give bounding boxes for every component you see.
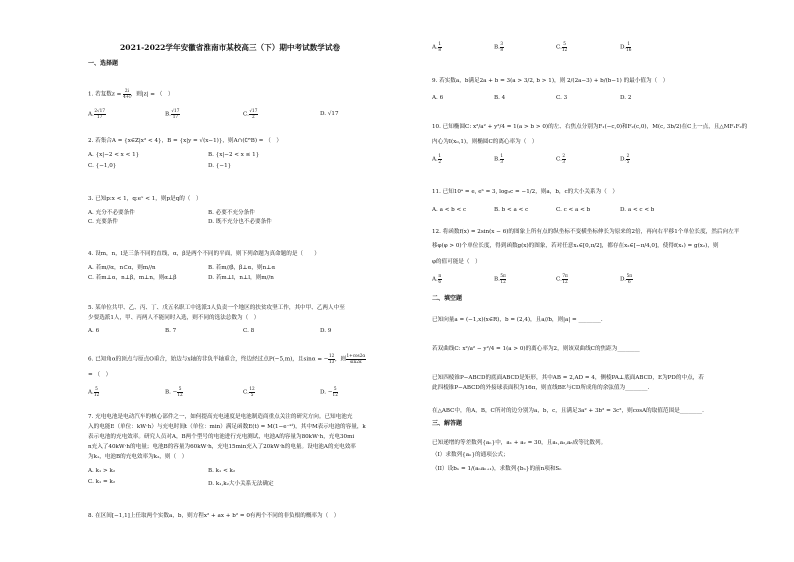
option-10c: C. $\frac{2}{3}$ bbox=[556, 153, 566, 164]
left-column bbox=[88, 0, 394, 562]
option-2b: B. {x|−2 < x ≤ 1} bbox=[208, 152, 260, 158]
question-16: 在△ABC中，角A，B，C所对的边分别为a，b，c，且满足3a² + 3b² = 3c²，则cosA的取值范围是________. bbox=[432, 408, 704, 414]
question-12-line-1: 12. 将函数f(x) = 2sin(x − 6)的图象上所有点的纵坐标不变横坐标伸长为原来的2倍，再向右平移1个单位长度，然后向左平 bbox=[432, 229, 740, 235]
option-1d: D. √17 bbox=[320, 111, 339, 117]
option-10b: B. $\frac{1}{3}$ bbox=[494, 153, 504, 164]
option-11b: B. b < a < c bbox=[494, 207, 529, 213]
question-12-line-3: φ的值可能是（ ） bbox=[432, 259, 481, 265]
section-answer: 三、解答题 bbox=[432, 420, 463, 427]
option-6a: A. $\frac{5}{12}$ bbox=[88, 386, 100, 397]
option-1b: B. $\frac{√17}{17}$ bbox=[165, 108, 180, 119]
option-10d: D. $\frac{2}{5}$ bbox=[620, 153, 630, 164]
question-10-line-2: 内心为I(x₀,1)，则椭圆C的离心率为（ ） bbox=[432, 139, 538, 145]
option-11d: D. a < c < b bbox=[620, 207, 655, 213]
option-11a: A. a < b < c bbox=[432, 207, 467, 213]
option-5b: B. 7 bbox=[165, 328, 177, 334]
option-4b: B. 若m//β，β⊥α，则n⊥α bbox=[208, 265, 276, 271]
option-1c: C. $\frac{√17}{2}$ bbox=[243, 108, 258, 119]
question-4: 4. 设m，n，l是三条不同的直线，α，β是两个不同的平面，则下列命题为真命题的是（ ） bbox=[88, 251, 320, 257]
option-7d: D. k₁,k₂大小关系无法确定 bbox=[208, 481, 274, 487]
option-12c: C. $\frac{7\pi}{12}$ bbox=[556, 273, 568, 284]
option-3c: C. 充要条件 bbox=[88, 219, 119, 225]
question-11: 11. 已知10ᵃ = e, eᵇ = 3, log₃c = −1/2，则a，b，c的大小关系为（ ） bbox=[432, 189, 618, 195]
question-6-tail: = （ ） bbox=[88, 372, 112, 378]
option-4c: C. 若m⊥α，n⊥β，m⊥n，则α⊥β bbox=[88, 275, 177, 281]
question-1: 1. 若复数z = $\frac{2i}{4+i}$ ，则|z| = （ ） bbox=[88, 88, 174, 99]
option-8b: B. $\frac{3}{8}$ bbox=[494, 41, 504, 52]
option-7c: C. k₁ = k₂ bbox=[88, 479, 116, 485]
question-2: 2. 若集合A = {x∈Z|x² < 4}，B = {x|y = √(x−1)}，则A∩(∁ᴿB) = （ ） bbox=[88, 138, 283, 144]
section-choice: 一、选择题 bbox=[88, 60, 119, 67]
question-3: 3. 已知p:x < 1，q:eˣ < 1，则p是q的（ ） bbox=[88, 196, 202, 202]
option-2d: D. {−1} bbox=[208, 163, 232, 169]
section-fill: 二、填空题 bbox=[432, 295, 463, 302]
question-7-line-4: n充入了40kW·h的电量；电池B的容量为60kW·h，充电15min充入了20kW·h的电量。设电池A的充电效率 bbox=[88, 444, 356, 450]
question-15-line-1: 已知四棱锥P−ABCD的底面ABCD是矩形，其中AB = 2,AD = 4，侧棱PA⊥底面ABCD，E为PD的中点，若 bbox=[432, 375, 704, 381]
option-12a: A. $\frac{\pi}{6}$ bbox=[432, 273, 442, 284]
option-7b: B. k₁ < k₂ bbox=[208, 468, 236, 474]
question-15-line-2: 此四棱锥P−ABCD的外接球表面积为16π，则直线BE与CD所成角的余弦值为________. bbox=[432, 385, 650, 391]
question-6: 6. 已知角α的顶点与原点O重合，始边与x轴的非负半轴重合，终边经过点P(−5,m)，且sinα = − $\frac{12}{13}$ ，则 $\frac{1+\cos 2\alpha}{\sin 2\alpha}$ bbox=[88, 353, 366, 364]
option-9c: C. 3 bbox=[556, 95, 568, 101]
question-13: 已知向量a = (−1,x)(x∈R)，b = (2,4)，且a//b，则|a| = ________. bbox=[432, 317, 603, 323]
question-10-line-1: 10. 已知椭圆C: x²/a² + y²/4 = 1(a > b > 0)的左、右焦点分别为F₁(−c,0)和F₂(c,0)，M(c, 3b/2)在C上一点，且△MF₁F₂的 bbox=[432, 124, 748, 130]
option-9d: D. 2 bbox=[620, 95, 632, 101]
option-3d: D. 既不充分也不必要条件 bbox=[208, 219, 272, 225]
option-6d: D. − $\frac{5}{12}$ bbox=[320, 386, 338, 397]
option-8a: A. $\frac{1}{8}$ bbox=[432, 41, 441, 52]
option-8c: C. $\frac{5}{12}$ bbox=[556, 41, 568, 52]
option-7a: A. k₁ > k₂ bbox=[88, 468, 116, 474]
question-17-line-2: （I）求数列{aₙ}的通项公式； bbox=[432, 452, 509, 458]
question-5-line-2: 少要选派1人，甲、丙两人不能同时入选，则不同的选法总数为（ ） bbox=[88, 315, 260, 321]
option-6b: B. − $\frac{5}{12}$ bbox=[165, 386, 183, 397]
option-3a: A. 充分不必要条件 bbox=[88, 210, 135, 216]
option-2c: C. {−1,0} bbox=[88, 163, 117, 169]
question-7-line-1: 7. 充电电池是电动汽车的核心部件之一，如何提高充电速度是电池制造商重点关注的研究方向。已知电池充 bbox=[88, 414, 353, 420]
option-5c: C. 8 bbox=[243, 328, 255, 334]
question-5-line-1: 5. 某单位共甲、乙、丙、丁、戊五名职工中选派3人负责一个地区的扶贫攻坚工作，其中甲、乙两人中至 bbox=[88, 305, 345, 311]
option-9a: A. 6 bbox=[432, 95, 444, 101]
option-8d: D. $\frac{1}{16}$ bbox=[620, 41, 632, 52]
question-9: 9. 若实数a，b满足2a + b = 3(a > 3/2, b > 1)，则 2/(2a−3) + b/(b−1) 的最小值为（ ） bbox=[432, 78, 669, 84]
option-12b: B. $\frac{5\pi}{12}$ bbox=[494, 273, 506, 284]
question-7-line-2: 入的电能E（单位：kW·h）与充电时间t（单位：min）满足函数E(t) = M(1−e⁻ᵏᵗ)，其中M表示电池的容量，k bbox=[88, 424, 366, 430]
option-12d: D. $\frac{5\pi}{6}$ bbox=[620, 273, 632, 284]
question-12-line-2: 移φ(φ > 0)个单位长度，得到函数g(x)的图象，若对任意x₁∈[0,π/2]，都存在x₂∈[−π/4,0]，使得f(x₁) = g(x₂)，则 bbox=[432, 243, 719, 249]
right-column bbox=[432, 0, 760, 562]
option-1a: A. $\frac{2√17}{17}$ bbox=[88, 108, 105, 119]
question-7-line-3: 表示电池的充电效率。研究人员对A，B两个型号的电池进行充电测试，电池A的容量为80kW·h，充电30mi bbox=[88, 434, 355, 440]
option-2a: A. {x|−2 < x < 1} bbox=[88, 152, 140, 158]
option-5d: D. 9 bbox=[320, 328, 332, 334]
option-3b: B. 必要不充分条件 bbox=[208, 210, 255, 216]
option-5a: A. 6 bbox=[88, 328, 100, 334]
option-6c: C. $\frac{12}{5}$ bbox=[243, 386, 255, 397]
page-title: 2021-2022学年安徽省淮南市某校高三（下）期中考试数学试卷 bbox=[120, 43, 341, 52]
option-11c: C. c < a < b bbox=[556, 207, 591, 213]
question-8: 8. 在区间[−1,1]上任取两个实数a，b，则方程x² + ax + b² = 0有两个不同的非负根的概率为（ ） bbox=[88, 513, 340, 519]
option-9b: B. 4 bbox=[494, 95, 506, 101]
option-10a: A. $\frac{1}{2}$ bbox=[432, 153, 441, 164]
question-17-line-3: （II）设bₙ = 1/(aₙaₙ₊₁)，求数列{bₙ}的前n项和Sₙ bbox=[432, 466, 562, 472]
question-17-line-1: 已知递增的等差数列{aₙ}中，a₁ + a₂ = 30，且a₁,a₂,a₆成等比数列。 bbox=[432, 440, 607, 446]
option-4d: D. 若m⊥l，n⊥l，则m//n bbox=[208, 275, 274, 281]
option-4a: A. 若m//α，n⊂α，则m//n bbox=[88, 265, 156, 271]
question-7-line-5: 为k₁，电池B的充电效率为k₂，则（ ） bbox=[88, 454, 188, 460]
question-14: 若双曲线C: x²/a² − y²/4 = 1(a > 0)的离心率为2，则该双曲线C的焦距为________ bbox=[432, 346, 640, 352]
